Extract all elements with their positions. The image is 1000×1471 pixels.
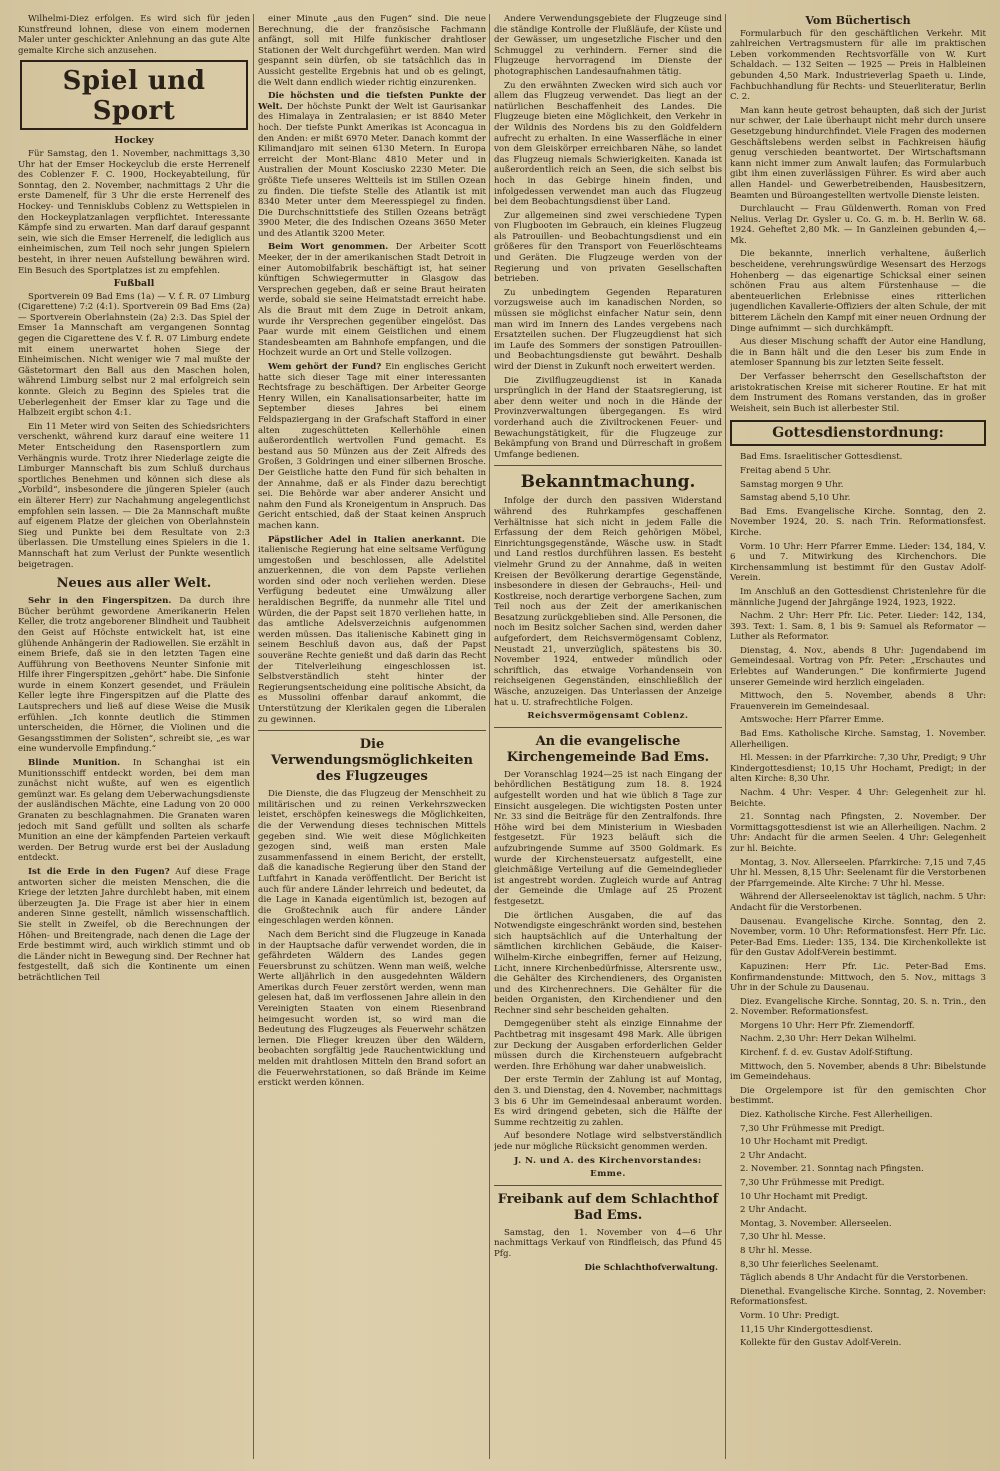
service-line: Samstag morgen 9 Uhr. bbox=[740, 479, 844, 490]
column-4 bbox=[730, 14, 986, 1459]
service-line: Bad Ems. Evangelische Kirche. Sonntag, den 2. November 1924, 20. S. nach Trin. Reformationsfest. Kirche. bbox=[730, 506, 986, 538]
service-line: Vorm. 10 Uhr: Herr Pfarrer Emme. Lieder: 134, 184, V. 6 und 7. Mitwirkung des Kirchenchors. Die Kirchensammlung ist bestimmt für den Gustav Adolf-Verein. bbox=[730, 541, 986, 584]
church-text: Die örtlichen Ausgaben, die auf das Notwendigste eingeschränkt worden sind, bestehen sich hauptsächlich auf die Unterhaltung der sämtlichen kirchlichen Gebäude, die Kaiser-Wilhelm-Kirche einbegriffen, ferner auf Heizung, Licht, innere Kirchenbedürfnisse, Altersrente usw., die Gehälter des Kirchendieners, des Organisten und des Kirchenrechners. Die Gehälter für die beiden Organisten, den Kirchendiener und den Rechner sind sehr bescheiden gehalten. bbox=[494, 910, 722, 1016]
section-heading-news: Neues aus aller Welt. bbox=[56, 576, 212, 592]
news-item bbox=[18, 867, 250, 984]
service-line: Mittwoch, den 5. November, abends 8 Uhr: Frauenverein im Gemeindesaal. bbox=[730, 691, 986, 712]
service-line: Nachm. 2 Uhr: Herr Pfr. Lic. Peter. Lieder: 142, 134, 393. Text: 1. Sam. 8, 1 bis 9: Samuel als Reformator — Luther als Reformator. bbox=[730, 611, 986, 643]
books-text: Durchlaucht — Frau Güldenwerth. Roman von Fred Nelius. Verlag Dr. Gysler u. Co. G. m. b. H. Berlin W. 68. 1924. Geheftet 2,80 Mk. — In Ganzleinen gebunden 4,— Mk. bbox=[730, 204, 986, 246]
service-line: Montag, 3. Nov. Allerseelen. Pfarrkirche: 7,15 und 7,45 Uhr hl. Messen, 8,15 Uhr: Seelenamt für die Verstorbenen der Pfarrgemeinde. Alte Kirche: 7 Uhr hl. Messe. bbox=[730, 857, 986, 889]
church-notice-heading: An die evangelische Kirchengemeinde Bad Ems. bbox=[506, 733, 710, 765]
news-item bbox=[258, 535, 486, 726]
news-text: Ein englisches Gericht hatte sich dieser Tage mit einer interessanten Rechtsfrage zu beschäftigen. Der Arbeiter George Henry Willen, ein Kanalisationsarbeiter, hatte im September dieses Jahres bei einem Feldspaziergang in der Grafschaft Stafford in einer alten zugeschütteten Kellerhöhle einen außerordentlich wertvollen Fund gemacht. Es bestand aus 50 Münzen aus der Zeit Alfreds des Großen, 3 Goldringen und einer silbernen Brosche. Der Geistliche hatte den Fund für sich behalten in der Annahme, daß er als Finder dazu berechtigt sei. Die Behörde war aber anderer Ansicht und nahm den Fund als Kroneigentum in Anspruch. Das Gericht entschied, daß der Staat keinen Anspruch machen kann. bbox=[258, 362, 486, 531]
church-signature-name: Emme. bbox=[590, 1169, 626, 1180]
books-text: Die bekannte, innerlich verhaltene, äußerlich bescheidene, verehrungswürdige Wesensart des Herzogs Hohenberg — das eigenartige Schicksal einer seinen schönen Frau aus altem Fürstenhause — die abenteuerlichen Erlebnisse eines ritterlichen jugendlichen Kavallerie-Offiziers der alten Schule, der mit bitterem Lächeln den Kampf mit einer neuen Ordnung der Dinge aufnimmt — sich durchkämpft. bbox=[730, 249, 986, 334]
news-lead: Blinde Munition. bbox=[28, 758, 121, 769]
news-item bbox=[258, 362, 486, 532]
freibank-signature: Die Schlachthofverwaltung. bbox=[584, 1262, 718, 1273]
service-line: Diez. Evangelische Kirche. Sonntag, 20. S. n. Trin., den 2. November. Reformationsfest. bbox=[730, 996, 986, 1018]
news-lead: Die höchsten und die tiefsten Punkte der Welt. bbox=[258, 91, 486, 112]
service-line: 2. November. 21. Sonntag nach Pfingsten. bbox=[740, 1164, 924, 1175]
service-line: Freitag abend 5 Uhr. bbox=[740, 465, 832, 476]
article-text: Nach dem Bericht sind die Flugzeuge in Kanada in der Hauptsache dafür verwendet worden, die in gefährdeten Wäldern des Landes gegen Feuersbrunst zu schützen. Wenn man weiß, welche Werte alljährlich in den ausgedehnten Wäldern Amerikas durch Feuer zerstört werden, wenn man gelesen hat, daß im verflossenen Jahre allein in den Vereinigten Staaten von einem Riesenbrand heimgesucht worden ist, so wird man die Bedeutung des Flugzeuges als Feuerwehr schätzen lernen. Die Flieger kreuzen über den Wäldern, beobachten sorgfältig jede Rauchentwicklung und melden mit drahtlosen Mitteln den Brand sofort an die Feuerwehrstationen, so daß Brände im Keime erstickt werden können. bbox=[258, 929, 486, 1089]
article-text: Die Zivilflugzeugdienst ist in Kanada ursprünglich in der Hand der Staatsregierung, ist aber denn weiter und noch in die Hände der Provinzverwaltungen übergegangen. Es wird vorderhand auch die Ziviltrockenen Feuer- und Bewachungstätigkeit, für die Flugzeuge zur Bekämpfung von Brand und Dürreschaft in großem Umfange bedienen. bbox=[494, 375, 722, 460]
freibank-text: Samstag, den 1. November von 4—6 Uhr nachmittags Verkauf von Rindfleisch, das Pfund 45 Pfg. bbox=[494, 1227, 722, 1259]
service-line: Täglich abends 8 Uhr Andacht für die Verstorbenen. bbox=[740, 1273, 969, 1284]
freibank-heading: Freibank auf dem Schlachthof Bad Ems. bbox=[497, 1191, 719, 1223]
service-line: Mittwoch, den 5. November, abends 8 Uhr: Bibelstunde im Gemeindehaus. bbox=[730, 1061, 986, 1083]
news-item bbox=[18, 758, 250, 864]
service-line: Kollekte für den Gustav Adolf-Verein. bbox=[740, 1338, 902, 1349]
service-line: 8,30 Uhr feierliches Seelenamt. bbox=[740, 1259, 879, 1270]
news-lead: Beim Wort genommen. bbox=[268, 242, 389, 253]
service-line: Dienethal. Evangelische Kirche. Sonntag, 2. November: Reformationsfest. bbox=[730, 1286, 986, 1308]
service-order-list bbox=[730, 452, 986, 1348]
church-text: Auf besondere Notlage wird selbstverständlich jede nur mögliche Rücksicht genommen werden. bbox=[494, 1131, 722, 1152]
books-text: Aus dieser Mischung schafft der Autor eine Handlung, die in Bann hält und die den Leser bis zum Ende in atemloser Spannung bis zur letzten Seite fesselt. bbox=[730, 337, 986, 369]
news-text: Da durch ihre Bücher berühmt gewordene Amerikanerin Helen Keller, die trotz angeborener Blindheit und Taubheit den Geist auf Höchste entwickelt hat, ist eine glühende Anhängerin der Radiowellen. Sie erzählt in einem Briefe, daß sie in den letzten Tagen eine Aufführung von Beethovens Neunter Sinfonie mit Hilfe ihrer Fingerspitzen „gehört“ habe. Die Sinfonie wurde in einem Konzert gesendet, und Fräulein Keller legte ihre Fingerspitzen auf die Platte des Lautsprechers und ließ auf diese Weise die Musik erfühlen. „Ich konnte deutlich die Stimmen unterscheiden, die Hörner, die Violinen und die Gesangsstimmen der Solisten“, schreibt sie, „es war eine wundervolle Empfindung.“ bbox=[18, 596, 250, 755]
column-rule bbox=[725, 14, 726, 1459]
service-line: Dausenau. Evangelische Kirche. Sonntag, den 2. November, vorm. 10 Uhr: Reformationsfest. Herr Pfr. Lic. Peter-Bad Ems. Lieder: 135, 134. Die Kirchenkollekte ist für den Gustav Adolf-Verein bestimmt. bbox=[730, 916, 986, 959]
service-line: 7,30 Uhr Frühmesse mit Predigt. bbox=[740, 1123, 885, 1134]
news-lead: Päpstlicher Adel in Italien anerkannt. bbox=[268, 534, 465, 545]
service-line: Bad Ems. Israelitischer Gottesdienst. bbox=[740, 452, 903, 463]
article-text: Andere Verwendungsgebiete der Flugzeuge sind die ständige Kontrolle der Flußläufe, der Küste und der Gewässer, um ungesetzliche Fischer und den Schmuggel zu verhindern. Ferner sind die Flugzeuge hervorragend im Dienste der photographischen Landesaufnahmen tätig. bbox=[494, 14, 722, 77]
fussball-text-1: Sportverein 09 Bad Ems (1a) — V. f. R. 07 Limburg (Cigarettene) 7:2 (4:1). Sportverein 09 Bad Ems (2a) — Sportverein Oberlahnstein (2a) 2:3. Das Spiel der Emser 1a Mannschaft am vergangenen Sonntag gegen die Cigarettene des V. f. R. 07 Limburg endete mit einem unerwartet hohen Siege der Einheimischen. Nicht weniger wie 7 mal mußte der Gästetormart den Ball aus den Maschen holen, während Limburg selbst nur 2 mal erfolgreich sein konnte. Gleich zu Beginn des Spieles trat die Ueberlegenheit der Emser klar zu Tage und die Halbzeit ergibt schon 4:1. bbox=[18, 291, 250, 419]
notice-signature: Reichsvermögensamt Coblenz. bbox=[527, 711, 689, 722]
news-text: einer Minute „aus den Fugen“ sind. Die neue Berechnung, die der französische Fachmann anfängt, soll mit Hilfe funkischer drahtloser Stationen der Welt durchgeführt werden. Man wird gespannt sein dürfen, ob sie tatsächlich das in Aussicht gestellte Ergebnis hat und ob es gelingt, die Welt dann endlich wieder richtig einzurenken. bbox=[258, 14, 486, 88]
column-3 bbox=[494, 14, 722, 1459]
service-line: Montag, 3. November. Allerseelen. bbox=[740, 1218, 892, 1229]
notice-heading: Bekanntmachung. bbox=[520, 472, 696, 493]
news-lead: Sehr in den Fingerspitzen. bbox=[28, 596, 172, 607]
service-line: 10 Uhr Hochamt mit Predigt. bbox=[740, 1191, 868, 1202]
service-line: Kirchenf. f. d. ev. Gustav Adolf-Stiftung. bbox=[740, 1048, 913, 1059]
column-rule bbox=[253, 14, 254, 1459]
subheading-hockey: Hockey bbox=[114, 135, 154, 147]
section-heading-sport: Spiel und Sport bbox=[20, 60, 248, 130]
notice-text: Infolge der durch den passiven Widerstand während des Ruhrkampfes geschaffenen Verhältnisse hat sich nicht in jedem Falle die Erfassung der dem Reich gehörigen Möbel, Einrichtungsgegenstände, Wäsche usw. in Stadt und Land restlos durchführen lassen. Es besteht vielmehr Grund zu der Annahme, daß in weiten Kreisen der Bevölkerung derartige Gegenstände, insbesondere in diesen der Gebrauchs-, Heil- und Kostkreise, noch derartige verborgene Sachen, zum Teil noch aus der Zeit der amerikanischen Besatzung zurückgeblieben sind. Alle Personen, die noch im Besitz solcher Sachen sind, werden daher aufgefordert, dem Reichsvermögensamt Coblenz, Neustadt 21, unverzüglich, spätestens bis 30. November 1924, entweder mündlich oder schriftlich, das etwaige Vorhandensein von reichseigenen Gegenständen, einschließlich der Wäsche, anzuzeigen. Das Unterlassen der Anzeige hat u. U. strafrechtliche Folgen. bbox=[494, 496, 722, 708]
service-line: Vorm. 10 Uhr: Predigt. bbox=[740, 1310, 840, 1321]
service-line: Amtswoche: Herr Pfarrer Emme. bbox=[740, 715, 884, 726]
article-heading-flugzeug: Die Verwendungsmöglichkeiten des Flugzeuges bbox=[270, 737, 474, 785]
article-intro: Wilhelmi-Diez erfolgen. Es wird sich für jeden Kunstfreund lohnen, diese von einem modernen Maler unter geschickter Anlehnung an das gute Alte gemalte Kirche sich anzusehen. bbox=[18, 14, 250, 56]
news-item bbox=[258, 242, 486, 359]
service-line: 2 Uhr Andacht. bbox=[740, 1150, 807, 1161]
news-text: Die italienische Regierung hat eine seltsame Verfügung umgestoßen und beschlossen, alle Adelstitel anzuerkennen, die von dem Papste verliehen worden sind oder noch verliehen werden. Diese Verfügung bedeutet eine Umwälzung aller heraldischen Begriffe, da nunmehr alle Titel und Würden, die der Papst seit 1870 verliehen hatte, in das amtliche Adelsverzeichnis aufgenommen werden müssen. Das italienische Kabinett ging in seinem Beschluß davon aus, daß der Papst souveräne Rechte genießt und daß darin das Recht der Titelverleihung eingeschlossen ist. Selbstverständlich steht hinter der Regierungsentscheidung eine politische Absicht, da es Mussolini offenbar darauf ankommt, die Unterstützung der Klerikalen gegen die Liberalen zu gewinnen. bbox=[258, 534, 486, 725]
article-text: Zu den erwähnten Zwecken wird sich auch vor allem das Flugzeug verwendet. Das liegt an der natürlichen Beschaffenheit des Landes. Die Flugzeuge bieten eine Möglichkeit, den Verkehr in der Wildnis des Nordens bis zu den Goldfeldern aufrecht zu erhalten. In eine Wasserfläche in einer von dem Gleiskörper erreichbaren Nähe, so landet das Flugzeug niemals Schwierigkeiten. Kanada ist außerordentlich reich an Seen, die sich selbst bis hoch in das Gebirge hinein finden, und infolgedessen verwendet man auch das Flugzeug bei dem Beobachtungsdienst über Land. bbox=[494, 80, 722, 208]
church-signature: J. N. und A. des Kirchenvorstandes: bbox=[514, 1155, 702, 1166]
service-line: 21. Sonntag nach Pfingsten, 2. November. Der Vormittagsgottesdienst ist wie an Allerheiligen. Nachm. 2 Uhr: Andacht für die armen Seelen. 4 Uhr: Gelegenheit zur hl. Beichte. bbox=[730, 812, 986, 854]
service-line: Hl. Messen: in der Pfarrkirche: 7,30 Uhr, Predigt; 9 Uhr Kindergottesdienst; 10,15 Uhr Hochamt, Predigt; in der alten Kirche: 8,30 Uhr. bbox=[730, 753, 986, 785]
church-text: Demgegenüber steht als einzige Einnahme der Pachtbetrag mit insgesamt 498 Mark. Alle übrigen zur Deckung der Ausgaben erforderlichen Gelder müssen durch die Kirchensteuern aufgebracht werden. Ihre Erhöhung war daher unabweislich. bbox=[494, 1019, 722, 1072]
news-item bbox=[258, 91, 486, 239]
news-text: Auf diese Frage antworten sicher die meisten Menschen, die die Kriege der letzten Jahre durchlebt haben, mit einem überzeugten Ja. Die Frage ist aber hier in einem anderen Sinne gestellt, nämlich wissenschaftlich. Sie stellt in Zweifel, ob die Berechnungen der Höhen- und Breitengrade, nach denen die Lage der Erde bestimmt wird, auch wirklich stimmt und ob die Länder nicht in Bewegung sind. Der Rechner hat festgestellt, daß sich die Kontinente um einen beträchtlichen Teil bbox=[18, 866, 250, 983]
news-lead: Wem gehört der Fund? bbox=[268, 362, 382, 372]
service-line: 10 Uhr Hochamt mit Predigt. bbox=[740, 1137, 868, 1148]
service-line: 2 Uhr Andacht. bbox=[740, 1205, 807, 1216]
service-line: Dienstag, 4. Nov., abends 8 Uhr: Jugendabend im Gemeindesaal. Vortrag von Pfr. Peter: „Erschautes und Erlebtes auf Wanderungen.“ Die konfirmierte Jugend unserer Gemeinde wird herzlich eingeladen. bbox=[730, 645, 986, 688]
fussball-text-2: Ein 11 Meter wird von Seiten des Schiedsrichters verschenkt, während kurz darauf eine weitere 11 Meter Entscheidung den Rasensportlern zum Verhängnis wurde. Trotz ihrer Niederlage zeigte die Limburger Mannschaft bis zum Schluß durchaus sportliches Benehmen und können sich diese als „Vorbild“, insbesondere die jüngeren Spieler (auch ein älterer Herr) zur Nachahmung angelegentlichst empfohlen sein lassen. — Die 2a Mannschaft mußte auf eigenem Platze der gleichen von Oberlahnstein Sieg und Punkte bei dem Resultate von 2:3 überlassen. Die Umstellung eines Spielers in die 1. Mannschaft hat zum Verlust der Punkte wesentlich beigetragen. bbox=[18, 421, 250, 570]
service-line: 11,15 Uhr Kindergottesdienst. bbox=[740, 1324, 873, 1335]
service-line: Die Orgelempore ist für den gemischten Chor bestimmt. bbox=[730, 1085, 986, 1107]
service-line: 8 Uhr hl. Messe. bbox=[740, 1245, 813, 1256]
article-text: Zu unbedingtem Gegenden Reparaturen vorzugsweise auch im kanadischen Norden, so müssen sie möglichst einfacher Natur sein, denn man wird im Innern des Landes vergebens nach Ersatzteilen suchen. Der Flugzeugdienst hat sich im Laufe des Sommers der sonstigen Patrouillen- und Beobachtungsdienste gut bewährt. Deshalb wird der Dienst in Zukunft noch erweitert werden. bbox=[494, 287, 722, 372]
news-text: Der Arbeiter Scott Meeker, der in der amerikanischen Stadt Detroit in einer Automobilfabrik beschäftigt ist, hat seiner künftigen Schwiegermutter in Glasgow das Versprechen gegeben, daß er seine Braut heiraten werde, sobald sie seine Heimatstadt erreicht habe. Als die Braut mit dem Zuge in Detroit ankam, wurde ihr Versprechen gegenüber eingelöst. Das Paar wurde mit einem Geistlichen und einem Standesbeamten am Bahnhofe empfangen, und die Hochzeit wurde an Ort und Stelle vollzogen. bbox=[258, 242, 486, 359]
divider bbox=[494, 465, 722, 466]
divider bbox=[494, 727, 722, 728]
service-line: 7,30 Uhr hl. Messe. bbox=[740, 1232, 826, 1243]
books-text: Formularbuch für den geschäftlichen Verkehr. Mit zahlreichen Vertragsmustern für alle im praktischen Leben vorkommenden Rechtsvorfälle von W. Kurt Schaldach. — 132 Seiten — 1925 — Preis in Halbleinen gebunden 4,50 Mark. Industrieverlag Spaeth u. Linde, Fachbuchhandlung für Rechts- und Steuerliteratur, Berlin C. 2. bbox=[730, 28, 986, 103]
service-line: Kapuzinen: Herr Pfr. Lic. Peter-Bad Ems. Konfirmandenstunde: Mittwoch, den 5. Nov., mittags 3 Uhr in der Schule zu Dausenau. bbox=[730, 961, 986, 994]
article-text: Zur allgemeinen sind zwei verschiedene Typen von Flugbooten im Gebrauch, ein kleines Flugzeug als Patrouillen- und Beobachtungsdienst und ein größeres für den Transport von Feuerlöschteams und Geräten. Die Flugzeuge werden von der Regierung und von privaten Gesellschaften betrieben. bbox=[494, 210, 722, 285]
books-text: Man kann heute getrost behaupten, daß sich der Jurist nur schwer, der Laie überhaupt nicht mehr durch unsere Gesetzgebung hindurchfindet. Viele Fragen des modernen Geschäftslebens werden selbst in Fachkreisen häufig genug verschieden beantwortet. Der Wirtschaftsmann kann nicht immer zum Anwalt laufen; das Formularbuch gibt ihm einen zuverlässigen Führer. Es wird aber auch allen Handel- und Gewerbetreibenden, Hausbesitzern, Beamten und Büroangestellten wertvolle Dienste leisten. bbox=[730, 105, 986, 201]
news-text: Der höchste Punkt der Welt ist Gaurisankar des Himalaya in Zentralasien; er ist 8840 Meter hoch. Der tiefste Punkt Amerikas ist Aconcagua in den Anden: er mißt 6970 Meter. Danach kommt der Kilimandjaro mit seinen 6130 Metern. In Europa erreicht der Mont-Blanc 4810 Meter und in Australien der Mount Kosciusko 2230 Meter. Die größte Tiefe unseres Weltteils ist im Stillen Ozean zu finden. Die tiefste Stelle des Atlantik ist mit 8340 Meter unter dem Meeresspiegel zu finden. Die Durchschnittstiefe des Stillen Ozeans beträgt 3900 Meter, die des Indischen Ozeans 3650 Meter und des Atlantik 3200 Meter. bbox=[258, 101, 486, 239]
news-item bbox=[18, 596, 250, 755]
hockey-text: Für Samstag, den 1. November, nachmittags 3,30 Uhr hat der Emser Hockeyclub die erste Herrenelf des Coblenzer F. C. 1900, Hockeyabteilung, für Sonntag, den 2. November, nachmittags 2 Uhr die erste Damenelf, für 3 Uhr die erste Herrenelf des Hockey- und Tennisklubs Coblenz zu Wettspielen in den Hockeyplatzanlagen verpflichtet. Interessante Kämpfe sind zu erwarten. Man darf darauf gespannt sein, wie sich die Emser Herrenelf, die lediglich aus einheimischen, zum Teil noch sehr jungen Spielern besteht, in ihrer neuen Aufstellung bewähren wird. Ein Besuch des Sportplatzes ist zu empfehlen. bbox=[18, 148, 250, 276]
divider bbox=[494, 1185, 722, 1186]
column-2 bbox=[258, 14, 486, 1459]
service-line: 7,30 Uhr Frühmesse mit Predigt. bbox=[740, 1178, 885, 1188]
service-line: Nachm. 2,30 Uhr: Herr Dekan Wilhelmi. bbox=[740, 1034, 917, 1045]
column-1 bbox=[18, 14, 250, 1459]
books-heading: Vom Büchertisch bbox=[805, 14, 911, 27]
service-line: Samstag abend 5,10 Uhr. bbox=[740, 493, 851, 504]
news-lead: Ist die Erde in den Fugen? bbox=[28, 866, 170, 877]
divider bbox=[258, 730, 486, 731]
service-line: Morgens 10 Uhr: Herr Pfr. Ziemendorff. bbox=[740, 1020, 915, 1031]
news-text: In Schanghai ist ein Munitionsschiff entdeckt worden, bei dem man zunächst nicht wußte, auf wen es eigentlich gemünzt war. Es gelang dem Ueberwachungsdienste der ausländischen Mächte, eine Ladung von 20 000 Granaten zu beschlagnahmen. Die Granaten waren jedoch mit Sand gefüllt und sollten als scharfe Munition an eine der kämpfenden Parteien verkauft werden. Der Betrug wurde erst bei der Ausladung entdeckt. bbox=[18, 758, 250, 864]
article-text: Die Dienste, die das Flugzeug der Menschheit zu militärischen und zu reinen Verkehrszwecken leistet, erschöpfen keineswegs die Möglichkeiten, die der Verwendung dieses technischen Mittels gegeben sind. Wie weit diese Möglichkeiten gezogen sind, weiß man ersten Male zusammenfassend in einem Bericht, der erstellt, daß die kanadische Regierung über den Stand der Luftfahrt in Kanada veröffentlicht. Der Bericht ist auch für andere Länder lehrreich und bedeutet, da die Lage in Kanada eigentümlich ist, bezogen auf die Großtechnik auch für andere Länder eingeschlagen werden können. bbox=[258, 789, 486, 927]
subheading-fussball: Fußball bbox=[113, 278, 155, 290]
column-rule bbox=[489, 14, 490, 1459]
books-text: Der Verfasser beherrscht den Gesellschaftston der aristokratischen Kreise mit sicherer Routine. Er hat mit dem Instrument des Romans verstanden, das in großer Weisheit, sein Buch ist allerbester Stil. bbox=[730, 372, 986, 414]
service-line: Während der Allerseelenoktav ist täglich, nachm. 5 Uhr: Andacht für die Verstorbenen. bbox=[730, 892, 986, 913]
church-text: Der Voranschlag 1924—25 ist nach Eingang der behördlichen Bestätigung zum 18. 8. 1924 aufgestellt worden und hat wie üblich 8 Tage zur Einsicht ausgelegen. Die wichtigsten Posten unter Nr. 33 sind die Beiträge für den Zentralfonds. Ihre Höhe wird bei dem Ministerium in Wiesbaden festgesetzt. Für 1923 beläuft sich die aufzubringende Summe auf 3500 Goldmark. Es wurde der Kirchensteuersatz aufgestellt, eine gleichmäßige Verteilung auf die Gemeindeglieder ist angestrebt worden. Zugleich wurde auf Antrag der Gemeinde die Umlage auf 25 Prozent festgesetzt. bbox=[494, 769, 722, 907]
service-order-heading: Gottesdienstordnung: bbox=[730, 420, 986, 446]
service-line: Diez. Katholische Kirche. Fest Allerheiligen. bbox=[740, 1110, 933, 1121]
church-text: Der erste Termin der Zahlung ist auf Montag, den 3. und Dienstag, den 4. November, nachmittags 3 bis 6 Uhr im Gemeindesaal anberaumt worden. Es wird dringend gebeten, sich die Hälfte der Summe rechtzeitig zu zahlen. bbox=[494, 1075, 722, 1128]
service-line: Nachm. 4 Uhr: Vesper. 4 Uhr: Gelegenheit zur hl. Beichte. bbox=[730, 788, 986, 809]
service-line: Im Anschluß an den Gottesdienst Christenlehre für die männliche Jugend der Jahrgänge 1924, 1923, 1922. bbox=[730, 586, 986, 608]
service-line: Bad Ems. Katholische Kirche. Samstag, 1. November. Allerheiligen. bbox=[730, 729, 986, 750]
